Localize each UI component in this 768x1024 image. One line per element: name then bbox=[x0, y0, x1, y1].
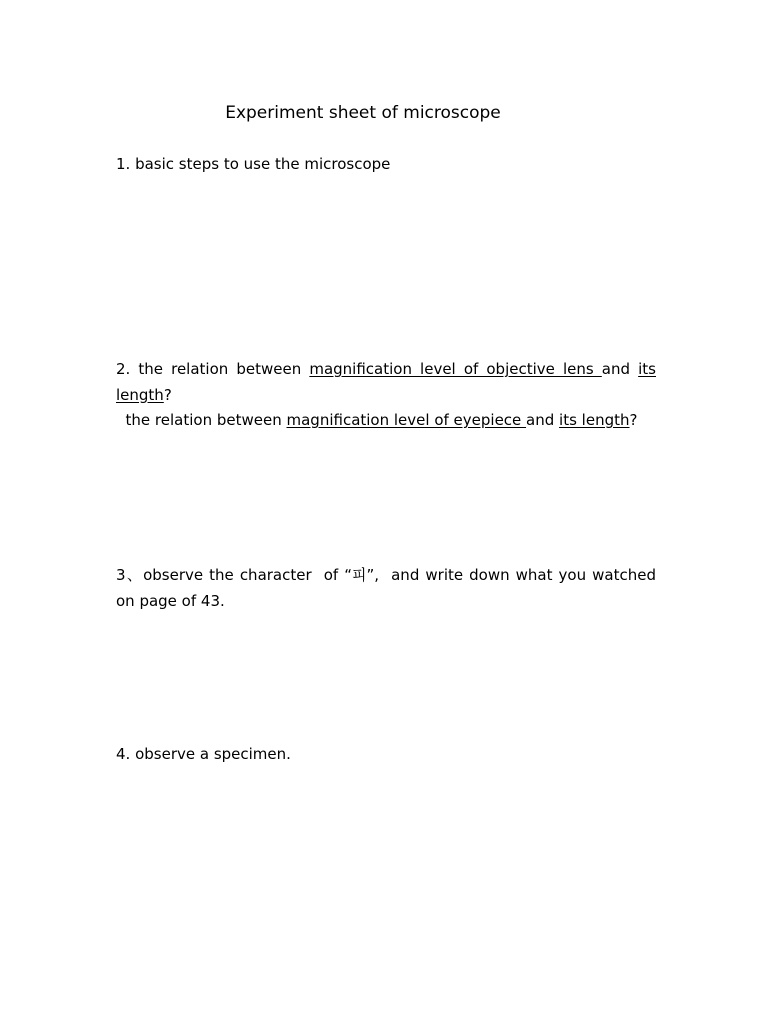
question-2b-prefix: the relation between bbox=[116, 411, 287, 429]
question-2-middle: and bbox=[601, 360, 639, 378]
eyepiece-length-term: its length bbox=[559, 411, 630, 429]
question-4: 4. observe a specimen. bbox=[116, 745, 291, 763]
question-2b-middle: and bbox=[526, 411, 560, 429]
question-2-objective bbox=[116, 357, 656, 408]
objective-lens-term: magnification level of objective lens bbox=[309, 360, 602, 378]
question-1: 1. basic steps to use the microscope bbox=[116, 155, 391, 173]
question-3: 3、observe the character of “피”, and write down what you watched on page of 43. bbox=[116, 566, 661, 610]
objective-length-term: its length bbox=[116, 360, 656, 404]
question-2-eyepiece bbox=[116, 408, 656, 434]
eyepiece-term: magnification level of eyepiece bbox=[286, 411, 527, 429]
question-2b-suffix: ? bbox=[629, 411, 638, 429]
question-2-prefix: 2. the relation between bbox=[116, 360, 310, 378]
question-2-suffix: ? bbox=[163, 385, 172, 404]
document-title: Experiment sheet of microscope bbox=[225, 103, 501, 123]
